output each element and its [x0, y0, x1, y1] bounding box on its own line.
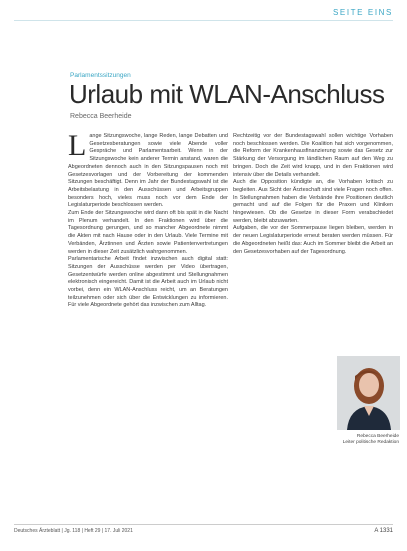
footer-divider: [14, 524, 393, 525]
journal-citation: Deutsches Ärzteblatt | Jg. 118 | Heft 29 | 17. Juli 2021: [14, 528, 133, 534]
article-kicker: Parlamentssitzungen: [70, 72, 131, 79]
drop-cap: L: [68, 129, 87, 162]
article-paragraph: Lange Sitzungswoche, lange Reden, lange Debatten und Gesetzesberatungen sowie viele Abende voller Gespräche und Parlamentsarbeit. Wenn in der Sitzungswoche kein anderer Termin anstand, waren die Abgeordneten dennoch auch in den Sitzungspausen noch mit Gesetzesvorlagen und der Vorbereitung der kommenden Sitzungen beschäftigt. Denn im Jahr der Bundestagswahl ist die Arbeitsbelastung in den Ausschüssen und Arbeitsgruppen besonders hoch, vieles muss noch vor dem Ende der Legislaturperiode beschlossen werden.: [68, 129, 228, 209]
page-number: A 1331: [374, 528, 393, 534]
author-portrait: [337, 356, 400, 430]
article-paragraph: Zum Ende der Sitzungswoche wird dann oft bis spät in die Nacht im Plenum verhandelt. In den Fraktionen wird über die Tagesordnung gerungen, und so mancher Abgeordnete nimmt die Akten mit nach Hause oder in den Urlaub. Viele Termine mit Verbänden, Ärztinnen und Ärzten sowie Patientenvertretungen werden in dieser Zeit zusätzlich wahrgenommen.: [68, 210, 228, 255]
portrait-illustration: [337, 356, 400, 430]
caption-name: Rebecca Beerheide: [356, 434, 399, 439]
caption-role: Leiter politische Redaktion: [342, 440, 399, 446]
photo-caption: [319, 434, 399, 447]
article-paragraph: Aufgaben, die vor der Sommerpause liegen bleiben, werden in der neuen Legislaturperiode erneut beraten werden müssen. Für die Abgeordneten heißt das: Auch im Sommer bleibt die Arbeit an den Gesetzesvorhaben auf der Tagesordnung.: [233, 225, 393, 255]
article-author: Rebecca Beerheide: [70, 113, 132, 120]
article-title: Urlaub mit WLAN-Anschluss: [69, 79, 385, 109]
section-label: SEITE EINS: [332, 8, 393, 17]
article-column-left: [68, 129, 228, 310]
article-column-right: [233, 133, 393, 256]
header-divider: [14, 20, 393, 21]
article-paragraph: Parlamentarische Arbeit findet inzwischen auch digital statt: Sitzungen der Ausschüsse werden per Video übertragen, Gesetzentwürfe werden online abgestimmt und Stellungnahmen elektronisch eingereicht. Damit ist die Arbeit auch im Urlaub nicht vorbei, denn ein WLAN-Anschluss reicht, um an Beratungen teilzunehmen oder sich über die Entwicklungen zu informieren. Für viele Abgeordnete gehört das inzwischen zum Alltag.: [68, 256, 228, 309]
article-paragraph: Rechtzeitig vor der Bundestagswahl sollen wichtige Vorhaben noch beschlossen werden. Die Koalition hat sich vorgenommen, die Reform der Krankenhausfinanzierung sowie das Gesetz zur Stärkung der Versorgung im ländlichen Raum auf den Weg zu bringen. Doch die Zeit wird knapp, und in den Fraktionen wird intensiv über die Details verhandelt.: [233, 133, 393, 178]
article-paragraph: Auch die Opposition kündigte an, die Vorhaben kritisch zu begleiten. Aus Sicht der Ärzteschaft sind viele Fragen noch offen. In Stellungnahmen haben die Verbände ihre Positionen deutlich gemacht und auf die Folgen für die Praxen und Kliniken hingewiesen. Ob die Gesetze in dieser Form verabschiedet werden, bleibt abzuwarten.: [233, 179, 393, 224]
